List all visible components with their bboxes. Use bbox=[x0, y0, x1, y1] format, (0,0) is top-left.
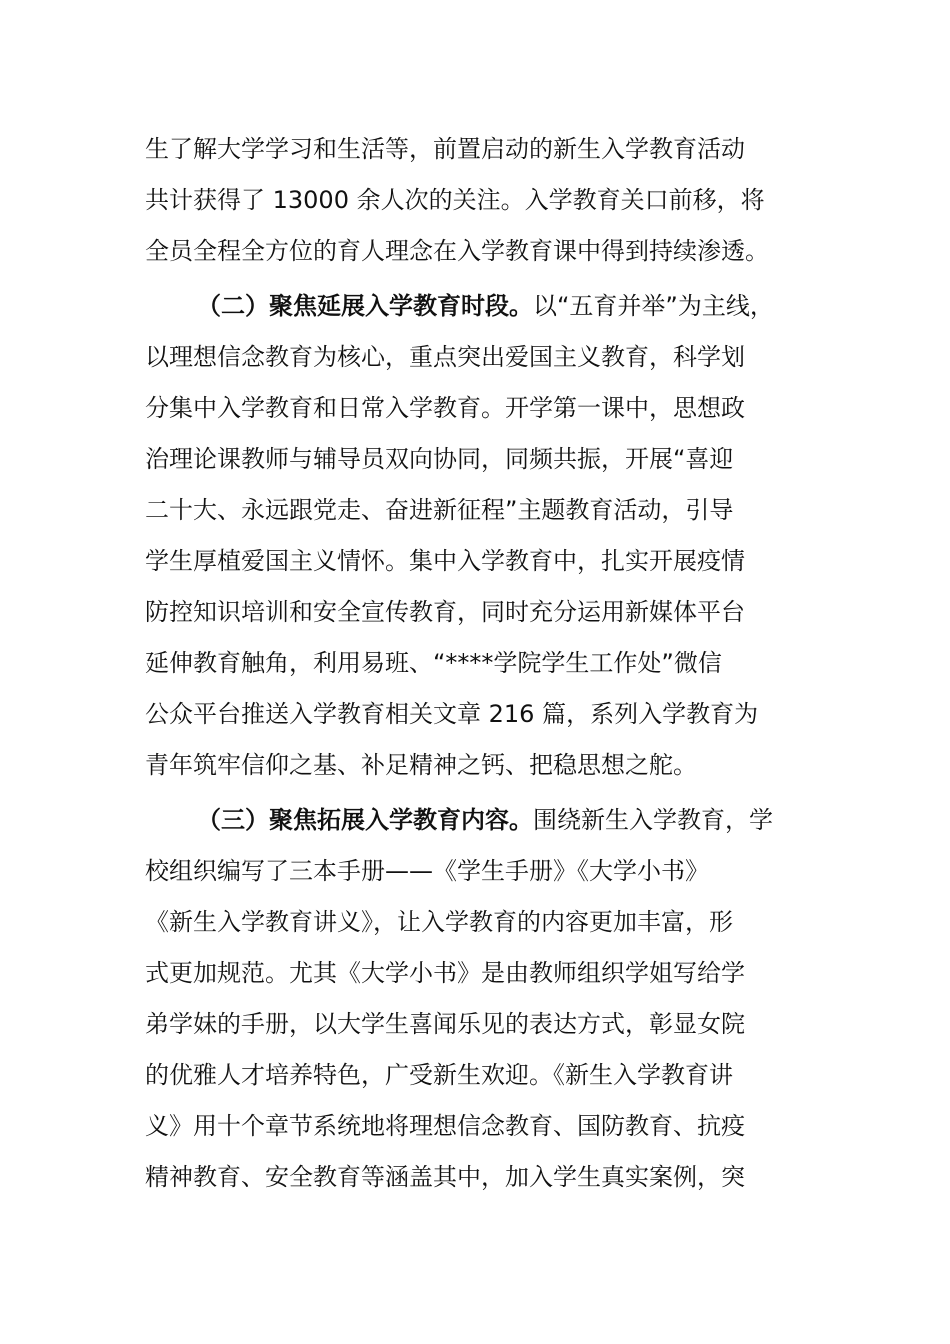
section-heading-3: （三）聚焦拓展入学教育内容。 bbox=[197, 806, 533, 834]
text-line: 共计获得了 13000 余人次的关注。入学教育关口前移，将 bbox=[145, 186, 765, 214]
paragraph-1 bbox=[145, 124, 815, 277]
text-line: 防控知识培训和安全宣传教育，同时充分运用新媒体平台 bbox=[145, 598, 745, 626]
text-line: 式更加规范。尤其《大学小书》是由教师组织学姐写给学 bbox=[145, 959, 745, 987]
paragraph-2 bbox=[145, 281, 815, 791]
paragraph-3 bbox=[145, 795, 815, 1203]
paragraph-first-line bbox=[145, 795, 815, 846]
text-line: 《新生入学教育讲义》，让入学教育的内容更加丰富，形 bbox=[145, 908, 733, 936]
text-line: 的优雅人才培养特色，广受新生欢迎。《新生入学教育讲 bbox=[145, 1061, 733, 1089]
text-line: 治理论课教师与辅导员双向协同，同频共振，开展“喜迎 bbox=[145, 445, 734, 473]
text-line: 公众平台推送入学教育相关文章 216 篇，系列入学教育为 bbox=[145, 700, 759, 728]
text-line: 青年筑牢信仰之基、补足精神之钙、把稳思想之舵。 bbox=[145, 751, 697, 779]
text-line: 以理想信念教育为核心，重点突出爱国主义教育，科学划 bbox=[145, 343, 745, 371]
paragraph-first-line bbox=[145, 281, 815, 332]
text-run: 围绕新生入学教育，学 bbox=[533, 806, 773, 834]
text-line: 生了解大学学习和生活等，前置启动的新生入学教育活动 bbox=[145, 135, 745, 163]
text-line: 二十大、永远跟党走、奋进新征程”主题教育活动，引导 bbox=[145, 496, 734, 524]
text-line: 全员全程全方位的育人理念在入学教育课中得到持续渗透。 bbox=[145, 237, 769, 265]
text-line: 弟学妹的手册，以大学生喜闻乐见的表达方式，彰显女院 bbox=[145, 1010, 745, 1038]
document-body bbox=[145, 124, 815, 1203]
text-line: 分集中入学教育和日常入学教育。开学第一课中，思想政 bbox=[145, 394, 745, 422]
text-line: 精神教育、安全教育等涵盖其中，加入学生真实案例，突 bbox=[145, 1163, 745, 1191]
text-run: 以“五育并举”为主线， bbox=[533, 292, 774, 320]
text-line: 义》用十个章节系统地将理想信念教育、国防教育、抗疫 bbox=[145, 1112, 745, 1140]
section-heading-2: （二）聚焦延展入学教育时段。 bbox=[197, 292, 533, 320]
text-line: 校组织编写了三本手册——《学生手册》《大学小书》 bbox=[145, 857, 709, 885]
text-line: 学生厚植爱国主义情怀。集中入学教育中，扎实开展疫情 bbox=[145, 547, 745, 575]
text-line: 延伸教育触角，利用易班、“****学院学生工作处”微信 bbox=[145, 649, 722, 677]
